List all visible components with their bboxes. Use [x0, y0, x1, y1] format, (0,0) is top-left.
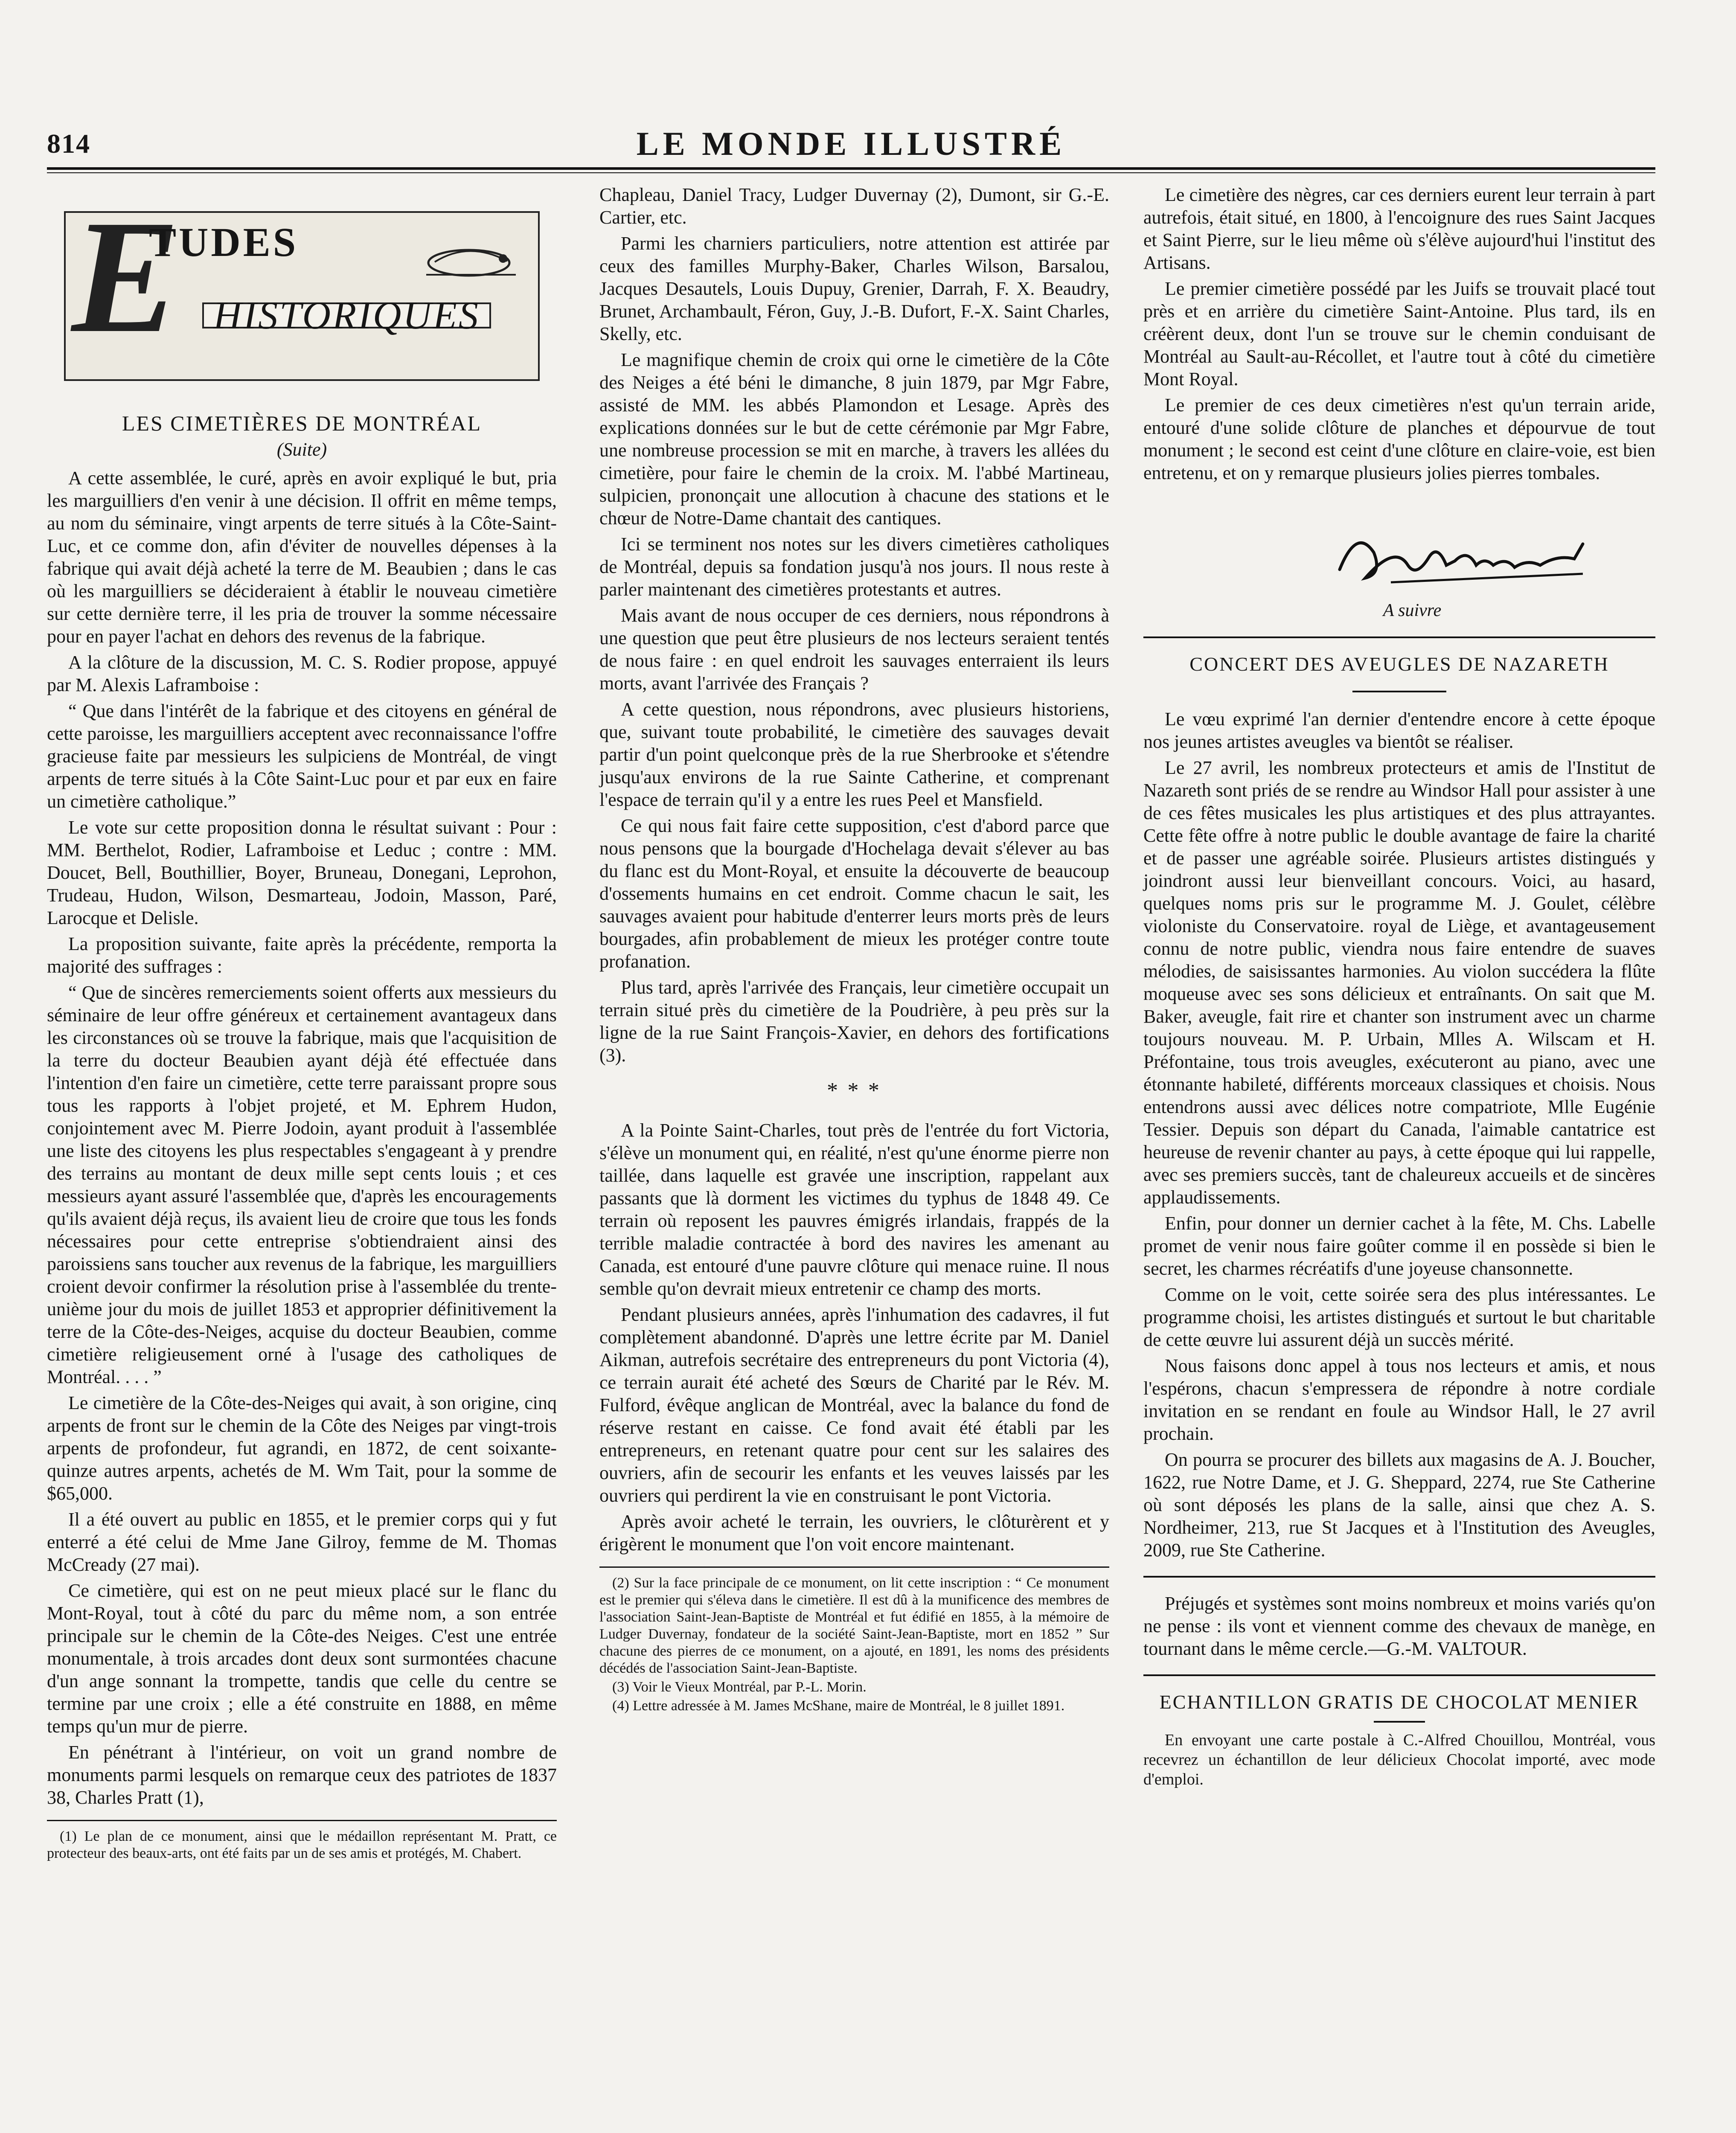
paragraph: “ Que de sincères remerciements soient offerts aux messieurs du séminaire de leur offre généreux et certainement avantageux dans les circonstances où se trouve la fabrique, mais que l'acquisition de la terre du docteur Beaubien ayant déjà été effectuée dans l'intention d'en faire un cimetière, cette terre paraissant propre sous tous les rapports à l'objet projeté, et M. Ephrem Hudon, conjointement avec M. Pierre Jodoin, ayant produit à l'assemblée une liste des citoyens les plus respectables s'engageant à y prendre des terrains au montant de deux mille sept cents louis ; et ces messieurs ayant assuré l'assemblée que, d'après les encouragements qu'ils avaient déjà reçus, ils avaient lieu de croire que tous les fonds nécessaires pour cette entreprise s'obtiendraient ainsi des paroissiens sans toucher aux revenus de la fabrique, les marguilliers croient devoir confirmer la résolution prise à l'assemblée du trente-unième jour du mois de juillet 1853 et approprier définitivement la terre de la Côte-des-Neiges, acquise du docteur Beaubien, comme cimetière religieusement orné à l'usage des catholiques de Montréal. . . . ”	[47, 982, 557, 1387]
paragraph: Plus tard, après l'arrivée des Français, leur cimetière occupait un terrain situé près du cimetière de la Poudrière, à peu près sur la ligne de la rue Saint François-Xavier, en dehors des fortifications (3).	[599, 977, 1109, 1066]
paragraph: Nous faisons donc appel à tous nos lecteurs et amis, et nous l'espérons, chacun s'empressera de répondre à notre cordiale invitation en se rendant en foule au Windsor Hall, le 27 avril prochain.	[1143, 1355, 1655, 1444]
article-title: LES CIMETIÈRES DE MONTRÉAL	[122, 411, 482, 435]
section-divider	[1143, 1576, 1655, 1578]
paragraph: En pénétrant à l'intérieur, on voit un grand nombre de monuments parmi lesquels on remarque ceux des patriotes de 1837 38, Charles Pratt (1),	[47, 1742, 557, 1808]
section-asterism: * * *	[827, 1078, 882, 1103]
signature-text	[1143, 518, 1144, 519]
footnotes-col2	[599, 1575, 1109, 1715]
bird-ornament-icon	[418, 236, 524, 283]
column-1	[47, 183, 557, 1864]
short-rule	[1352, 691, 1446, 692]
paragraph: Le premier cimetière possédé par les Juifs se trouvait placé tout près et en arrière du cimetière Saint-Antoine. Plus tard, ils en créèrent deux, dont l'un se trouve sur le chemin conduisant de Montréal au Sault-au-Récollet, et l'autre tout à côté du cimetière Mont Royal.	[1143, 278, 1655, 389]
signature-icon	[1327, 518, 1591, 599]
a-suivre: A suivre	[1383, 601, 1442, 620]
footnote-divider	[599, 1566, 1109, 1568]
ad-title: ECHANTILLON GRATIS DE CHOCOLAT MENIER	[1159, 1691, 1640, 1713]
paragraph: Pendant plusieurs années, après l'inhumation des cadavres, il fut complètement abandonné. D'après une lettre écrite par M. Daniel Aikman, autrefois secrétaire des entrepreneurs du pont Victoria (4), ce terrain aurait été acheté des Sœurs de Charité par le Rév. M. Fulford, évêque anglican de Montréal, avec la balance du fond de réserve restant en caisse. Ce fond avait été établi par les entrepreneurs, en retenant quatre pour cent sur les salaires des ouvriers, afin de secourir les enfants et les veuves laissés par les ouvriers qui perdirent la vie en construisant le pont Victoria.	[599, 1304, 1109, 1506]
paragraph: Après avoir acheté le terrain, les ouvriers, le clôturèrent et y érigèrent le monument que l'on voit encore maintenant.	[599, 1511, 1109, 1555]
masthead-rule-thick	[47, 167, 1655, 170]
article-subtitle: (Suite)	[276, 439, 327, 460]
paragraph: Le 27 avril, les nombreux protecteurs et amis de l'Institut de Nazareth sont priés de se rendre au Windsor Hall pour assister à une de ces fêtes musicales les plus artistiques et des plus attrayantes. Cette fête offre à notre public le double avantage de faire la charité et de passer une agréable soirée. Plusieurs artistes distingués y joindront aussi leur bienveillant concours. Voici, au hasard, quelques noms pris sur le programme M. J. Goulet, célèbre violoniste du Conservatoire. royal de Liège, et avantageusement connu de notre public, viendra nous faire entendre de suaves mélodies, de saisissantes harmonies. Au violon succédera la flûte moqueuse avec ses sons délicieux et entraînants. On sait que M. Baker, aveugle, fait rire et chanter son instrument avec un charme toujours nouveau. M. P. Urbain, Mlles A. Wilscam et H. Préfontaine, tous trois aveugles, exécuteront au piano, avec une étonnante habileté, différents morceaux classiques et choisis. Nous entendrons aussi avec délices notre compatriote, Mlle Eugénie Tessier. Depuis son départ du Canada, l'aimable cantatrice est heureuse de revenir chanter au pays, à cette époque qui lui rappelle, avec ses premiers succès, tant de chaleureux accueils et de sincères applaudissements.	[1143, 757, 1655, 1208]
paragraph: Il a été ouvert au public en 1855, et le premier corps qui y fut enterré a été celui de Mme Jane Gilroy, femme de M. Thomas McCready (27 mai).	[47, 1509, 557, 1575]
paragraph: A la clôture de la discussion, M. C. S. Rodier propose, appuyé par M. Alexis Laframboise :	[47, 652, 557, 695]
paragraph: “ Que dans l'intérêt de la fabrique et des citoyens en général de cette paroisse, les marguilliers acceptent avec reconnaissance l'offre gracieuse faite par messieurs les sulpiciens de Montréal, de vingt arpents de terre situés à la Côte Saint-Luc pour et par eux en faire un cimetière catholique.”	[47, 700, 557, 812]
paragraph: Le vote sur cette proposition donna le résultat suivant : Pour : MM. Berthelot, Rodier, Laframboise et Leduc ; contre : MM. Doucet, Bell, Bouthillier, Boyer, Bruneau, Donegani, Leprohon, Trudeau, Hudon, Wilson, Desmarteau, Jodoin, Masson, Paré, Larocque et Delisle.	[47, 817, 557, 928]
paragraph: Le cimetière de la Côte-des-Neiges qui avait, à son origine, cinq arpents de front sur le chemin de la Côte des Neiges par vingt-trois arpents de profondeur, fut agrandi, en 1872, de cent soixante-quinze autres arpents, achetés de M. Wm Tait, pour la somme de $65,000.	[47, 1392, 557, 1504]
banner-initial: E	[72, 211, 180, 366]
paragraph: Ici se terminent nos notes sur les divers cimetières catholiques de Montréal, depuis sa fondation jusqu'à nos jours. Il nous reste à parler maintenant des cimetières protestants et autres.	[599, 534, 1109, 600]
paragraph: A la Pointe Saint-Charles, tout près de l'entrée du fort Victoria, s'élève un monument qui, en réalité, n'est qu'une énorme pierre non taillée, dans laquelle est gravée une inscription, rappelant aux passants que là dorment les victimes du typhus de 1848 49. Ce terrain où reposent les pauvres émigrés irlandais, frappés de la terrible maladie contractée à bord des navires les amenant au Canada, est entouré d'une pauvre clôture qui menace ruine. Il nous semble qu'on devrait mieux entretenir ce champ des morts.	[599, 1120, 1109, 1299]
etudes-historiques-banner	[64, 211, 540, 381]
paragraph: Le vœu exprimé l'an dernier d'entendre encore à cette époque nos jeunes artistes aveugles va bientôt se réaliser.	[1143, 709, 1655, 752]
paragraph: Enfin, pour donner un dernier cachet à la fête, M. Chs. Labelle promet de venir nous faire goûter comme il en possède si bien le secret, les charmes récréatifs d'une joyeuse chansonnette.	[1143, 1213, 1655, 1279]
author-signature	[1143, 518, 1655, 599]
page-number: 814	[47, 128, 90, 159]
paragraph: Le premier de ces deux cimetières n'est qu'un terrain aride, entouré d'une solide clôture de planches et dépourvue de tout monument ; le second est ceint d'une clôture en claire-voie, est bien entretenu, et on y remarque plusieurs jolies pierres tombales.	[1143, 395, 1655, 483]
footnotes-col1	[47, 1828, 557, 1862]
footnote: (1) Le plan de ce monument, ainsi que le médaillon représentant M. Pratt, ce protecteur des beaux-arts, ont été faits par un de ses amis et protégés, M. Chabert.	[47, 1828, 557, 1861]
column-2	[599, 183, 1109, 1716]
paragraph: Ce cimetière, qui est on ne peut mieux placé sur le flanc du Mont-Royal, tout à côté du parc du même nom, a son entrée principale sur le chemin de la Côte-des Neiges. C'est une entrée monumentale, à trois arcades dont deux sont surmontées chacune d'un ange sonnant la trompette, tandis que celle du centre se termine par une croix ; elle a été construite en 1888, en même temps qu'un mur de pierre.	[47, 1580, 557, 1737]
masthead	[47, 125, 1655, 166]
paragraph: Comme on le voit, cette soirée sera des plus intéressantes. Le programme choisi, les artistes distingués et surtout le but charitable de cette œuvre lui assurent déjà un succès mérité.	[1143, 1284, 1655, 1350]
concert-title: CONCERT DES AVEUGLES DE NAZARETH	[1189, 653, 1609, 675]
paragraph: Parmi les charniers particuliers, notre attention est attirée par ceux des familles Murphy-Baker, Charles Wilson, Barsalou, Jacques Desautels, Louis Dupuy, Grenier, Darrah, F. X. Beaudry, Brunet, Archambault, Féron, Guy, J.-B. Dufort, F.-X. Saint Charles, Skelly, etc.	[599, 233, 1109, 344]
paragraph: A cette question, nous répondrons, avec plusieurs historiens, que, suivant toute probabilité, le cimetière des sauvages devait partir d'un point quelconque près de la rue Sherbrooke et s'étendre jusqu'aux environs de la rue Sainte Catherine, et comprenant l'espace de terrain qu'il y a entre les rues Peel et Mansfield.	[599, 699, 1109, 810]
banner-word-historiques: HISTORIQUES	[202, 302, 491, 328]
paragraph: Le cimetière des nègres, car ces derniers eurent leur terrain à part autrefois, était situé, en 1800, à l'encoignure des rues Saint Jacques et Saint Pierre, sur le lieu même où s'élève aujourd'hui l'institut des Artisans.	[1143, 184, 1655, 273]
paragraph: Mais avant de nous occuper de ces derniers, nous répondrons à une question que peut être plusieurs de nos lecteurs seraient tentés de nous faire : en quel endroit les sauvages enterraient ils leurs morts, avant l'arrivée des Français ?	[599, 605, 1109, 694]
section-divider	[1143, 636, 1655, 638]
masthead-rule-thin	[47, 172, 1655, 173]
footnote-divider	[47, 1820, 557, 1821]
paragraph: Le magnifique chemin de croix qui orne le cimetière de la Côte des Neiges a été béni le dimanche, 8 juin 1879, par Mgr Fabre, assisté de MM. les abbés Plamondon et Lesage. Après des explications données sur le but de cette cérémonie par Mgr Fabre, une nombreuse procession se mit en marche, à travers les allées du cimetière, pour faire le chemin de la croix. M. l'abbé Martineau, sulpicien, prononçait une allocution à chacune des stations et le chœur de Notre-Dame chantait des cantiques.	[599, 349, 1109, 529]
column-3	[1143, 183, 1655, 1793]
footnote: (3) Voir le Vieux Montréal, par P.-L. Morin.	[612, 1679, 867, 1695]
section-divider	[1143, 1674, 1655, 1676]
paragraph: A cette assemblée, le curé, après en avoir expliqué le but, pria les marguilliers d'en venir à une décision. Il offrit en même temps, au nom du séminaire, vingt arpents de terre situés à la Côte-Saint-Luc, et ce comme don, afin d'éviter de nouvelles dépenses à la fabrique qui avait déjà acheté la terre de M. Beaubien ; dans le cas où les marguilliers se décideraient à établir le nouveau cimetière sur cette dernière terre, il les pria de trouver la somme nécessaire pour en payer l'achat en dehors des revenus de la fabrique.	[47, 468, 557, 647]
quote-paragraph: Préjugés et systèmes sont moins nombreux et moins variés qu'on ne pense : ils vont et viennent comme des chevaux de manège, en tournant dans le même cercle.—G.-M. VALTOUR.	[1143, 1593, 1655, 1659]
footnote: (2) Sur la face principale de ce monument, on lit cette inscription : “ Ce monument est le premier qui s'éleva dans le cimetière. Il est dû à la munificence des membres de l'association Saint-Jean-Baptiste de Montréal et fut édifié en 1855, à la mémoire de Ludger Duvernay, fondateur de la société Saint-Jean-Baptiste, mort en 1852 ” Sur chacune des pierres de ce monument, on a ajouté, en 1891, les noms des présidents décédés de l'association Saint-Jean-Baptiste.	[599, 1575, 1109, 1676]
paragraph: La proposition suivante, faite après la précédente, remporta la majorité des suffrages :	[47, 933, 557, 977]
paragraph: Ce qui nous fait faire cette supposition, c'est d'abord parce que nous pensons que la bourgade d'Hochelaga devait s'élever au bas du flanc est du Mont-Royal, et ensuite la découverte de beaucoup d'ossements humains en cet endroit. Comme chacun le sait, les sauvages avaient pour habitude d'enterrer leurs morts près de leurs bourgades, afin probablement de mieux les protéger contre toute profanation.	[599, 815, 1109, 972]
footnote: (4) Lettre adressée à M. James McShane, maire de Montréal, le 8 juillet 1891.	[612, 1698, 1065, 1714]
journal-title: LE MONDE ILLUSTRÉ	[636, 125, 1066, 162]
short-rule	[1374, 1721, 1425, 1723]
ad-text: En envoyant une carte postale à C.-Alfred Chouillou, Montréal, vous recevrez un échantillon de leur délicieux Chocolat importé, avec mode d'emploi.	[1143, 1731, 1655, 1788]
banner-word-tudes: TUDES	[149, 219, 299, 265]
paragraph: On pourra se procurer des billets aux magasins de A. J. Boucher, 1622, rue Notre Dame, et J. G. Sheppard, 2274, rue Ste Catherine où sont déposés les plans de la salle, ainsi que chez A. S. Nordheimer, 213, rue St Jacques et à l'Institution des Aveugles, 2009, rue Ste Catherine.	[1143, 1449, 1655, 1561]
paragraph: Chapleau, Daniel Tracy, Ludger Duvernay (2), Dumont, sir G.-E. Cartier, etc.	[599, 184, 1109, 228]
